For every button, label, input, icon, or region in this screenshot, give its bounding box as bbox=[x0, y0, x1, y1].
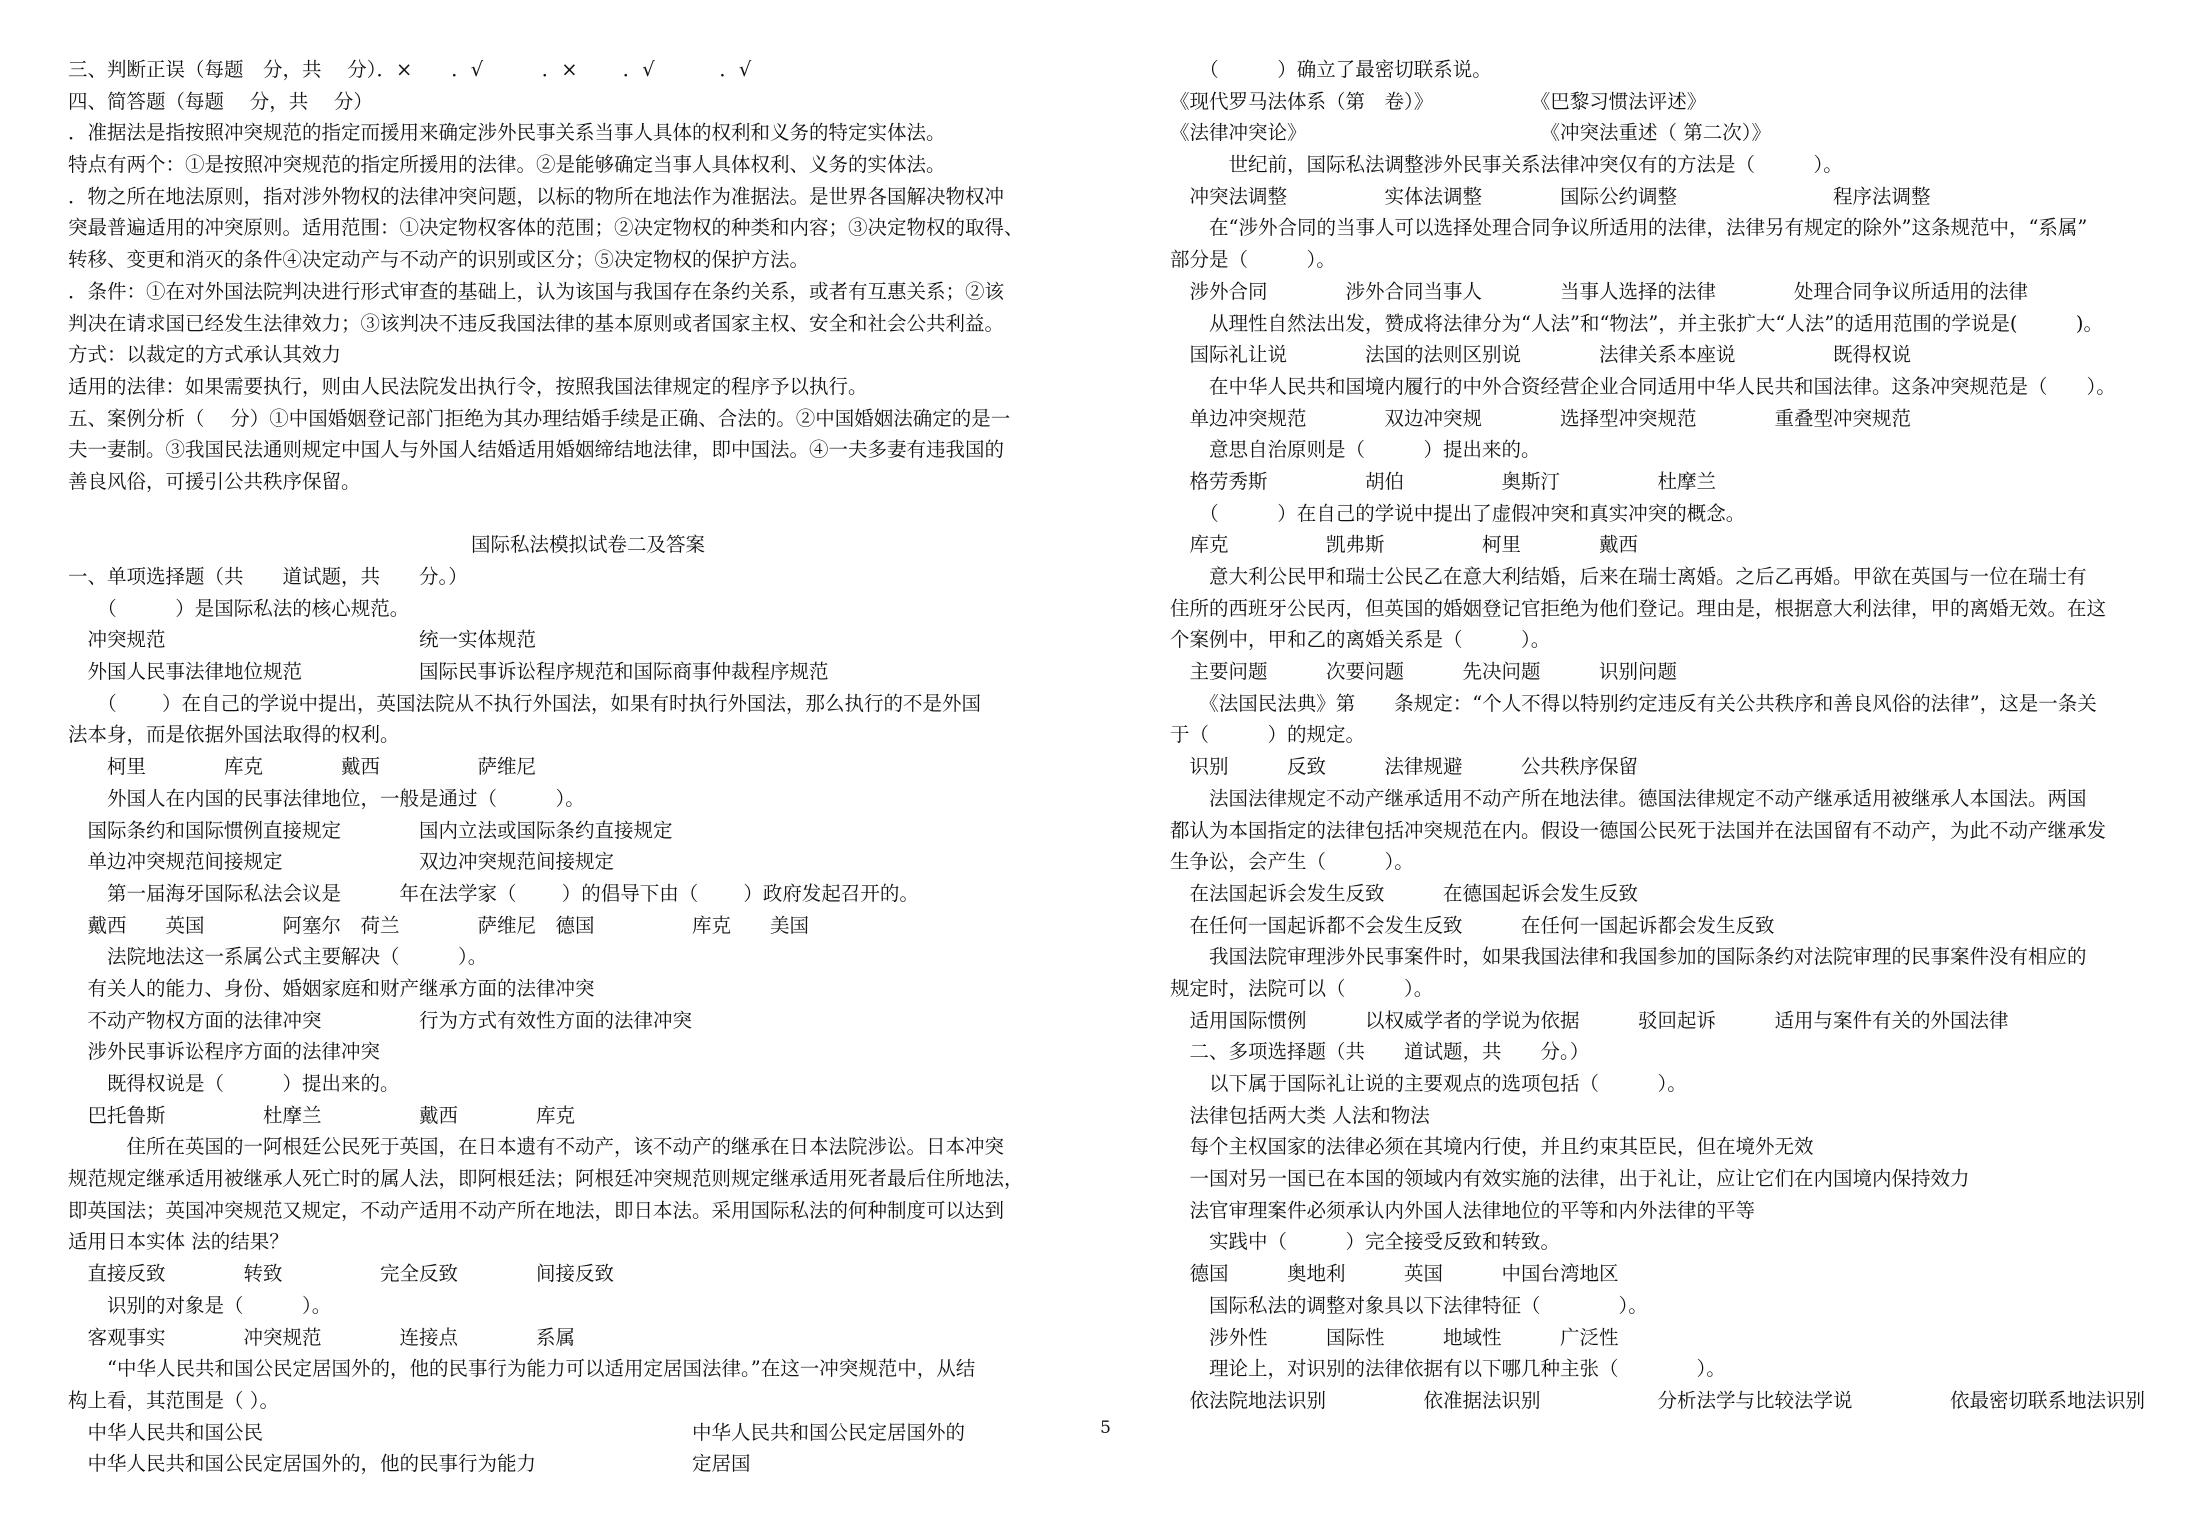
text-line: 世纪前，国际私法调整涉外民事关系法律冲突仅有的方法是（ ）。 bbox=[1170, 153, 1843, 177]
text-line: “中华人民共和国公民定居国外的，他的民事行为能力可以适用定居国法律。”在这一冲突规范中，从结 bbox=[68, 1357, 976, 1381]
text-line: 有关人的能力、身份、婚姻家庭和财产继承方面的法律冲突 bbox=[68, 976, 595, 1000]
text-line: 库克 凯弗斯 柯里 戴西 bbox=[1170, 533, 1639, 557]
text-line: 中华人民共和国公民 中华人民共和国公民定居国外的 bbox=[68, 1420, 966, 1444]
text-line: 《法国民法典》第 条规定：“个人不得以特别约定违反有关公共秩序和善良风俗的法律”，这是一条关 bbox=[1170, 691, 2097, 715]
text-line: 在“涉外合同的当事人可以选择处理合同争议所适用的法律，法律另有规定的除外”这条规范中，“系属” bbox=[1170, 216, 2088, 240]
page-number: 5 bbox=[1100, 1418, 1111, 1438]
text-line: 五、案例分析（ 分）①中国婚姻登记部门拒绝为其办理结婚手续是正确、合法的。②中国婚姻法确定的是一 bbox=[68, 406, 1011, 430]
text-line: 格劳秀斯 胡伯 奥斯汀 杜摩兰 bbox=[1170, 469, 1717, 493]
text-line: 识别的对象是（ ）。 bbox=[68, 1293, 332, 1317]
text-line: 于（ ）的规定。 bbox=[1170, 723, 1366, 747]
text-line: 规范规定继承适用被继承人死亡时的属人法，即阿根廷法；阿根廷冲突规范则规定继承适用死者最后住所地法， bbox=[68, 1167, 1024, 1191]
text-line: 客观事实 冲突规范 连接点 系属 bbox=[68, 1325, 576, 1349]
text-line: 从理性自然法出发，赞成将法律分为“人法”和“物法”，并主张扩大“人法”的适用范围的学说是( )。 bbox=[1170, 311, 2104, 335]
text-line: 个案例中，甲和乙的离婚关系是（ ）。 bbox=[1170, 628, 1551, 652]
text-line: 柯里 库克 戴西 萨维尼 bbox=[68, 755, 537, 779]
text-line: 特点有两个：①是按照冲突规范的指定所援用的法律。②是能够确定当事人具体权利、义务的实体法。 bbox=[68, 153, 946, 177]
text-line: 识别 反致 法律规避 公共秩序保留 bbox=[1170, 755, 1639, 779]
text-line: 在任何一国起诉都不会发生反致 在任何一国起诉都会发生反致 bbox=[1170, 913, 1775, 937]
text-line: 《现代罗马法体系（第 卷）》 《巴黎习惯法评述》 bbox=[1170, 89, 1707, 113]
text-line: 直接反致 转致 完全反致 间接反致 bbox=[68, 1262, 615, 1286]
text-line: 生争讼，会产生（ ）。 bbox=[1170, 850, 1414, 874]
text-line: 判决在请求国已经发生法律效力；③该判决不违反我国法律的基本原则或者国家主权、安全和社会公共利益。 bbox=[68, 311, 1005, 335]
text-line: 适用国际惯例 以权威学者的学说为依据 驳回起诉 适用与案件有关的外国法律 bbox=[1170, 1008, 2009, 1032]
text-line: 法国法律规定不动产继承适用不动产所在地法律。德国法律规定不动产继承适用被继承人本国法。两国 bbox=[1170, 786, 2087, 810]
text-line: 每个主权国家的法律必须在其境内行使，并且约束其臣民，但在境外无效 bbox=[1170, 1135, 1814, 1159]
text-line: 涉外合同 涉外合同当事人 当事人选择的法律 处理合同争议所适用的法律 bbox=[1170, 279, 2029, 303]
text-line: 理论上，对识别的法律依据有以下哪几种主张（ ）。 bbox=[1170, 1357, 1726, 1381]
text-line: 冲突法调整 实体法调整 国际公约调整 程序法调整 bbox=[1170, 184, 1931, 208]
text-line: 法院地法这一系属公式主要解决（ ）。 bbox=[68, 945, 488, 969]
text-line: （ ）确立了最密切联系说。 bbox=[1170, 58, 1492, 81]
text-line: 冲突规范 统一实体规范 bbox=[68, 628, 537, 652]
text-line: 外国人在内国的民事法律地位，一般是通过（ ）。 bbox=[68, 786, 585, 810]
text-line: 适用的法律：如果需要执行，则由人民法院发出执行令，按照我国法律规定的程序予以执行。 bbox=[68, 374, 868, 398]
text-line: 三、判断正误（每题 分，共 分）．× ．√ ．× ．√ ．√ bbox=[68, 58, 752, 81]
text-line: 以下属于国际礼让说的主要观点的选项包括（ ）。 bbox=[1170, 1072, 1687, 1095]
text-line: 《法律冲突论》 《冲突法重述（ 第二次）》 bbox=[1170, 121, 1771, 145]
text-line: 适用日本实体 法的结果？ bbox=[68, 1230, 289, 1254]
text-line: 在法国起诉会发生反致 在德国起诉会发生反致 bbox=[1170, 881, 1639, 905]
text-line: 国际礼让说 法国的法则区别说 法律关系本座说 既得权说 bbox=[1170, 343, 1912, 367]
text-line: ．物之所在地法原则，指对涉外物权的法律冲突问题，以标的物所在地法作为准据法。是世界各国解决物权冲 bbox=[68, 184, 1005, 208]
text-line: 规定时，法院可以（ ）。 bbox=[1170, 976, 1434, 1000]
text-line: 都认为本国指定的法律包括冲突规范在内。假设一德国公民死于法国并在法国留有不动产，为此不动产继承发 bbox=[1170, 818, 2107, 842]
exam-title: 国际私法模拟试卷二及答案 bbox=[470, 533, 705, 557]
text-line: ．条件：①在对外国法院判决进行形式审查的基础上，认为该国与我国存在条约关系，或者有互惠关系；②该 bbox=[68, 279, 1005, 303]
text-line: 在中华人民共和国境内履行的中外合资经营企业合同适用中华人民共和国法律。这条冲突规范是（ ）。 bbox=[1170, 374, 2116, 398]
text-line: 一、单项选择题（共 道试题，共 分。） bbox=[68, 565, 468, 588]
text-line: 夫一妻制。③我国民法通则规定中国人与外国人结婚适用婚姻缔结地法律，即中国法。④一夫多妻有违我国的 bbox=[68, 438, 1005, 462]
text-line: 突最普遍适用的冲突原则。适用范围：①决定物权客体的范围；②决定物权的种类和内容；③决定物权的取得、 bbox=[68, 216, 1024, 240]
text-line: （ ）在自己的学说中提出了虚假冲突和真实冲突的概念。 bbox=[1170, 501, 1746, 525]
text-line: 善良风俗，可援引公共秩序保留。 bbox=[68, 469, 361, 493]
text-line: 意大利公民甲和瑞士公民乙在意大利结婚，后来在瑞士离婚。之后乙再婚。甲欲在英国与一位在瑞士有 bbox=[1170, 565, 2087, 588]
text-line: 国际私法的调整对象具以下法律特征（ ）。 bbox=[1170, 1293, 1648, 1317]
text-line: 转移、变更和消灭的条件④决定动产与不动产的识别或区分；⑤决定物权的保护方法。 bbox=[68, 248, 810, 272]
text-line: 涉外民事诉讼程序方面的法律冲突 bbox=[68, 1040, 381, 1064]
text-line: 依法院地法识别 依准据法识别 分析法学与比较法学说 依最密切联系地法识别 bbox=[1170, 1388, 2146, 1412]
text-line: 单边冲突规范间接规定 双边冲突规范间接规定 bbox=[68, 850, 615, 874]
text-line: （ ）是国际私法的核心规范。 bbox=[68, 596, 410, 620]
text-line bbox=[68, 498, 1108, 530]
text-line: 住所的西班牙公民丙，但英国的婚姻登记官拒绝为他们登记。理由是，根据意大利法律，甲的离婚无效。在这 bbox=[1170, 596, 2107, 620]
text-line: 方式：以裁定的方式承认其效力 bbox=[68, 343, 342, 367]
text-line: ．准据法是指按照冲突规范的指定而援用来确定涉外民事关系当事人具体的权利和义务的特定实体法。 bbox=[68, 121, 946, 145]
text-line: 即英国法；英国冲突规范又规定，不动产适用不动产所在地法，即日本法。采用国际私法的何种制度可以达到 bbox=[68, 1198, 1005, 1222]
text-line: 中华人民共和国公民定居国外的，他的民事行为能力 定居国 bbox=[68, 1452, 751, 1476]
text-line: 法官审理案件必须承认内外国人法律地位的平等和内外法律的平等 bbox=[1170, 1198, 1756, 1222]
text-line: 一国对另一国已在本国的领域内有效实施的法律，出于礼让，应让它们在内国境内保持效力 bbox=[1170, 1167, 1970, 1191]
text-line: 巴托鲁斯 杜摩兰 戴西 库克 bbox=[68, 1103, 576, 1127]
text-line: 我国法院审理涉外民事案件时，如果我国法律和我国参加的国际条约对法院审理的民事案件没有相应的 bbox=[1170, 945, 2087, 969]
text-line: 四、简答题（每题 分，共 分） bbox=[68, 89, 373, 113]
text-line: 不动产物权方面的法律冲突 行为方式有效性方面的法律冲突 bbox=[68, 1008, 693, 1032]
text-line: 涉外性 国际性 地域性 广泛性 bbox=[1170, 1325, 1619, 1349]
text-line: 意思自治原则是（ ）提出来的。 bbox=[1170, 438, 1541, 462]
left-column bbox=[68, 54, 1108, 1480]
text-line: 构上看，其范围是（ ）。 bbox=[68, 1388, 279, 1412]
text-line: 第一届海牙国际私法会议是 年在法学家（ ）的倡导下由（ ）政府发起召开的。 bbox=[68, 881, 919, 905]
text-line: 国际条约和国际惯例直接规定 国内立法或国际条约直接规定 bbox=[68, 818, 673, 842]
text-line: 既得权说是（ ）提出来的。 bbox=[68, 1072, 400, 1095]
text-line: （ ）在自己的学说中提出，英国法院从不执行外国法，如果有时执行外国法，那么执行的不是外国 bbox=[68, 691, 981, 715]
text-line: 二、多项选择题（共 道试题，共 分。） bbox=[1170, 1040, 1590, 1064]
text-line: 实践中（ ）完全接受反致和转致。 bbox=[1170, 1230, 1561, 1254]
text-line: 法律包括两大类 人法和物法 bbox=[1170, 1103, 1430, 1127]
text-line: 外国人民事法律地位规范 国际民事诉讼程序规范和国际商事仲裁程序规范 bbox=[68, 660, 829, 684]
text-line: 法本身，而是依据外国法取得的权利。 bbox=[68, 723, 400, 747]
text-line: 戴西 英国 阿塞尔 荷兰 萨维尼 德国 库克 美国 bbox=[68, 913, 810, 937]
right-column bbox=[1170, 54, 2170, 1417]
text-line: 单边冲突规范 双边冲突规 选择型冲突规范 重叠型冲突规范 bbox=[1170, 406, 1912, 430]
text-line: 住所在英国的一阿根廷公民死于英国，在日本遗有不动产，该不动产的继承在日本法院涉讼。日本冲突 bbox=[68, 1135, 1005, 1159]
text-line: 部分是（ ）。 bbox=[1170, 248, 1336, 272]
text-line: 主要问题 次要问题 先决问题 识别问题 bbox=[1170, 660, 1678, 684]
text-line: 德国 奥地利 英国 中国台湾地区 bbox=[1170, 1262, 1619, 1286]
